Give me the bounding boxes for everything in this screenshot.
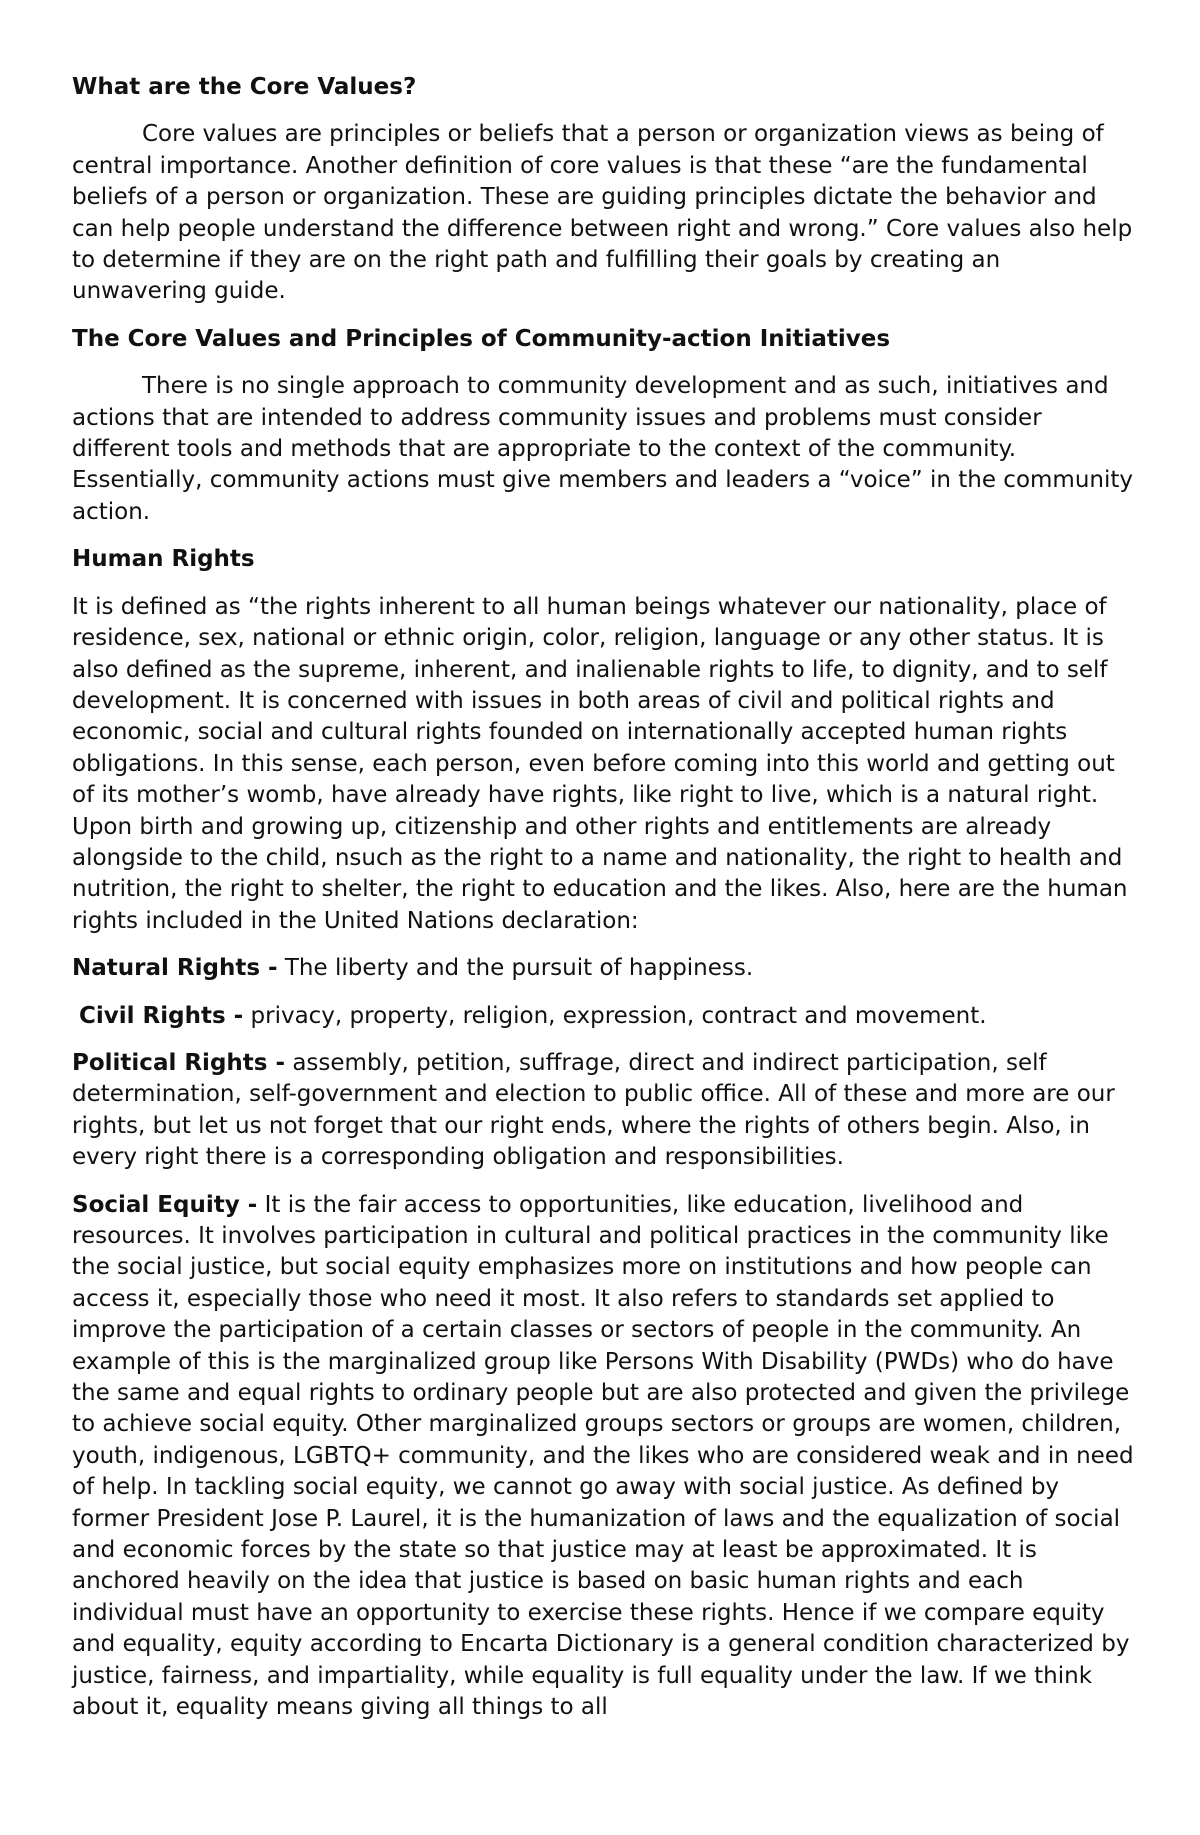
document-page xyxy=(72,72,1142,1740)
paragraph-core-values: Core values are principles or beliefs that a person or organization views as being of central importance. Another definition of core values is that these “are the fundamental beliefs of a person or organization. These are guiding principles dictate the behavior and can help people understand the difference between right and wrong.” Core values also help to determine if they are on the right path and fulfilling their goals by creating an unwavering guide. xyxy=(72,121,1133,305)
text-civil-rights: privacy, property, religion, expression, contract and movement. xyxy=(243,1002,987,1029)
text-political-rights: assembly, petition, suffrage, direct and indirect participation, self determination, self-government and election to public office. All of these and more are our rights, but let us not forget that our right ends, where the rights of others begin. Also, in every right there is a corresponding obligation and responsibilities. xyxy=(72,1049,1115,1171)
text-social-equity: It is the fair access to opportunities, like education, livelihood and resources. It involves participation in cultural and political practices in the community like the social justice, but social equity emphasizes more on institutions and how people can access it, especially those who need it most. It also refers to standards set applied to improve the participation of a certain classes or sectors of people in the community. An example of this is the marginalized group like Persons With Disability (PWDs) who do have the same and equal rights to ordinary people but are also protected and given the privilege to achieve social equity. Other marginalized groups sectors or groups are women, children, youth, indigenous, LGBTQ+ community, and the likes who are considered weak and in need of help. In tackling social equity, we cannot go away with social justice. As defined by former President Jose P. Laurel, it is the humanization of laws and the equalization of social and economic forces by the state so that justice may at least be approximated. It is anchored heavily on the idea that justice is based on basic human rights and each individual must have an opportunity to exercise these rights. Hence if we compare equity and equality, equity according to Encarta Dictionary is a general condition characterized by justice, fairness, and impartiality, while equality is full equality under the law. If we think about it, equality means giving all things to all xyxy=(72,1191,1134,1721)
heading-human-rights: Human Rights xyxy=(72,546,255,573)
heading-core-values: What are the Core Values? xyxy=(72,74,417,100)
paragraph-social-equity xyxy=(72,1190,1142,1724)
term-social-equity: Social Equity - xyxy=(72,1191,258,1218)
term-political-rights: Political Rights - xyxy=(72,1049,286,1076)
paragraph-human-rights: It is defined as “the rights inherent to all human beings whatever our nationality, place of residence, sex, national or ethnic origin, color, religion, language or any other status. It is also defined as the supreme, inherent, and inalienable rights to life, to dignity, and to self development. It is concerned with issues in both areas of civil and political rights and economic, social and cultural rights founded on internationally accepted human rights obligations. In this sense, each person, even before coming into this world and getting out of its mother’s womb, have already have rights, like right to live, which is a natural right. Upon birth and growing up, citizenship and other rights and entitlements are already alongside to the child, nsuch as the right to a name and nationality, the right to health and nutrition, the right to shelter, the right to education and the likes. Also, here are the human rights included in the United Nations declaration: xyxy=(72,593,1128,934)
paragraph-natural-rights xyxy=(72,953,1142,984)
paragraph-political-rights xyxy=(72,1048,1142,1174)
paragraph-community-action: There is no single approach to community development and as such, initiatives and actions that are intended to address community issues and problems must consider different tools and methods that are appropriate to the context of the community. Essentially, community actions must give members and leaders a “voice” in the community action. xyxy=(72,373,1134,525)
term-civil-rights: Civil Rights - xyxy=(79,1002,244,1029)
heading-community-action: The Core Values and Principles of Community-action Initiatives xyxy=(72,325,891,352)
term-natural-rights: Natural Rights - xyxy=(72,955,278,982)
text-natural-rights: The liberty and the pursuit of happiness. xyxy=(277,955,754,982)
paragraph-civil-rights xyxy=(72,1001,1142,1032)
